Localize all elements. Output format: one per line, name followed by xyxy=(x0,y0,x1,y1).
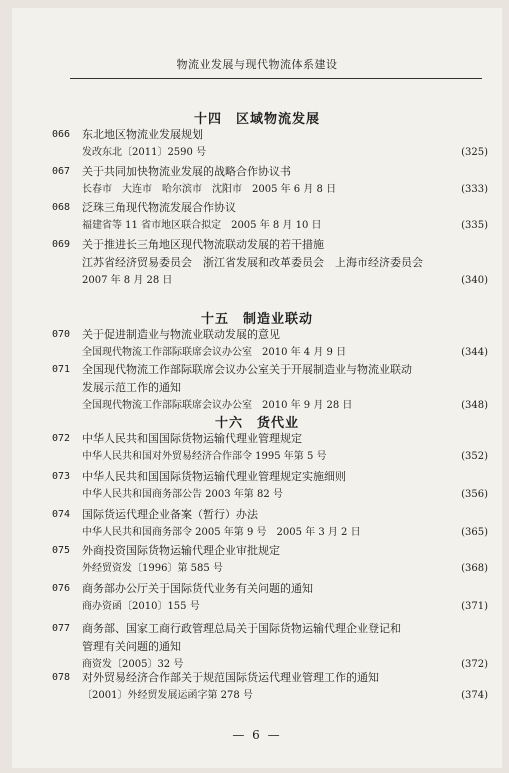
entry-source: 长春市 大连市 哈尔滨市 沈阳市 2005 年 6 月 8 日 xyxy=(82,184,337,195)
entry-page-number: (372) xyxy=(458,656,488,674)
entry-title: 商务部办公厅关于国际货代业务有关问题的通知 xyxy=(82,582,313,595)
entry-title: 中华人民共和国国际货物运输代理业管理规定 xyxy=(82,432,302,445)
header-rule xyxy=(70,78,482,79)
entry-title-line xyxy=(52,126,488,144)
entry-title-line xyxy=(52,669,488,687)
entry-title-line xyxy=(52,620,488,638)
entry-source: 〔2001〕外经贸发展运函字第 278 号 xyxy=(82,690,253,701)
entry-number: 078 xyxy=(52,672,71,683)
entry-source-line xyxy=(52,144,488,162)
toc-entry[interactable] xyxy=(52,468,488,504)
entry-number: 072 xyxy=(52,433,71,444)
entry-source-line xyxy=(52,181,488,199)
section-title: 十四 区域物流发展 xyxy=(193,112,320,127)
toc-entry[interactable] xyxy=(52,669,488,705)
entry-title-line xyxy=(52,506,488,524)
entry-number: 066 xyxy=(52,129,71,140)
entry-title: 关于共同加快物流业发展的战略合作协议书 xyxy=(82,165,291,178)
entry-source-line xyxy=(52,598,488,616)
entry-page-number: (340) xyxy=(458,272,488,290)
entry-title-line xyxy=(52,326,488,344)
toc-entry[interactable] xyxy=(52,163,488,199)
toc-entry[interactable] xyxy=(52,199,488,235)
toc-entry[interactable] xyxy=(52,236,488,290)
entry-source-line xyxy=(52,344,488,362)
entry-number: 070 xyxy=(52,329,71,340)
entry-title: 外商投资国际货物运输代理企业审批规定 xyxy=(82,544,280,557)
entry-source-line xyxy=(52,524,488,542)
entry-source: 商办资函〔2010〕155 号 xyxy=(82,601,200,612)
entry-title: 国际货运代理企业备案（暂行）办法 xyxy=(82,508,258,521)
page-number: — 6 — xyxy=(232,728,282,742)
entry-source-line xyxy=(52,486,488,504)
entry-number: 073 xyxy=(52,471,71,482)
entry-page-number: (344) xyxy=(458,344,488,362)
entry-title: 中华人民共和国国际货物运输代理业管理规定实施细则 xyxy=(82,470,346,483)
entry-source: 全国现代物流工作部际联席会议办公室 2010 年 4 月 9 日 xyxy=(82,347,347,358)
entry-page-number: (333) xyxy=(458,181,488,199)
toc-entry[interactable] xyxy=(52,506,488,542)
entry-source: 中华人民共和国商务部公告 2003 年第 82 号 xyxy=(82,489,283,500)
entry-source: 发改东北〔2011〕2590 号 xyxy=(82,147,207,158)
entry-source: 福建省等 11 省市地区联合拟定 2005 年 8 月 10 日 xyxy=(82,220,322,231)
entry-number: 067 xyxy=(52,166,71,177)
entry-page-number: (335) xyxy=(458,217,488,235)
entry-title-line xyxy=(52,236,488,254)
toc-entry[interactable] xyxy=(52,126,488,162)
entry-title-line xyxy=(52,468,488,486)
entry-number: 071 xyxy=(52,364,71,375)
entry-source-line xyxy=(52,687,488,705)
toc-entry[interactable] xyxy=(52,620,488,674)
entry-title-line xyxy=(52,199,488,217)
entry-page-number: (356) xyxy=(458,486,488,504)
entry-number: 068 xyxy=(52,202,71,213)
entry-page-number: (348) xyxy=(458,397,488,415)
entry-continuation-line xyxy=(52,638,488,656)
entry-title: 江苏省经济贸易委员会 浙江省发展和改革委员会 上海市经济委员会 xyxy=(82,256,423,269)
entry-title: 东北地区物流业发展规划 xyxy=(82,128,203,141)
entry-source-line xyxy=(52,560,488,578)
entry-title: 对外贸易经济合作部关于规范国际货运代理业管理工作的通知 xyxy=(82,671,379,684)
entry-source-line xyxy=(52,272,488,290)
entry-title: 管理有关问题的通知 xyxy=(82,640,181,653)
entry-source: 外经贸资发〔1996〕第 585 号 xyxy=(82,563,223,574)
toc-entry[interactable] xyxy=(52,542,488,578)
entry-number: 069 xyxy=(52,239,71,250)
entry-title: 关于促进制造业与物流业联动发展的意见 xyxy=(82,328,280,341)
entry-number: 076 xyxy=(52,583,71,594)
running-head: 物流业发展与现代物流体系建设 xyxy=(176,58,338,71)
entry-page-number: (325) xyxy=(458,144,488,162)
entry-source: 全国现代物流工作部际联席会议办公室 2010 年 9 月 28 日 xyxy=(82,400,353,411)
toc-entry[interactable] xyxy=(52,326,488,362)
toc-entry[interactable] xyxy=(52,580,488,616)
toc-entry[interactable] xyxy=(52,430,488,466)
entry-source: 中华人民共和国商务部令 2005 年第 9 号 2005 年 3 月 2 日 xyxy=(82,527,361,538)
entry-source: 中华人民共和国对外贸易经济合作部令 1995 年第 5 号 xyxy=(82,451,327,462)
entry-page-number: (365) xyxy=(458,524,488,542)
entry-source-line xyxy=(52,217,488,235)
entry-title-line xyxy=(52,430,488,448)
entry-source: 2007 年 8 月 28 日 xyxy=(82,275,173,286)
entry-number: 074 xyxy=(52,509,71,520)
entry-number: 077 xyxy=(52,623,71,634)
entry-page-number: (368) xyxy=(458,560,488,578)
entry-title: 发展示范工作的通知 xyxy=(82,381,181,394)
entry-continuation-line xyxy=(52,254,488,272)
entry-continuation-line xyxy=(52,379,488,397)
entry-page-number: (374) xyxy=(458,687,488,705)
entry-title-line xyxy=(52,580,488,598)
section-title: 十五 制造业联动 xyxy=(200,312,313,327)
entry-title: 全国现代物流工作部际联席会议办公室关于开展制造业与物流业联动 xyxy=(82,363,412,376)
section-title: 十六 货代业 xyxy=(214,416,299,431)
entry-number: 075 xyxy=(52,545,71,556)
entry-title-line xyxy=(52,361,488,379)
entry-title-line xyxy=(52,163,488,181)
entry-title: 关于推进长三角地区现代物流联动发展的若干措施 xyxy=(82,238,324,251)
entry-title-line xyxy=(52,542,488,560)
entry-title: 泛珠三角现代物流发展合作协议 xyxy=(82,201,236,214)
entry-page-number: (352) xyxy=(458,448,488,466)
book-page xyxy=(12,8,502,768)
entry-title: 商务部、国家工商行政管理总局关于国际货物运输代理企业登记和 xyxy=(82,622,401,635)
entry-source: 商资发〔2005〕32 号 xyxy=(82,659,184,670)
entry-source-line xyxy=(52,448,488,466)
entry-page-number: (371) xyxy=(458,598,488,616)
toc-entry[interactable] xyxy=(52,361,488,415)
